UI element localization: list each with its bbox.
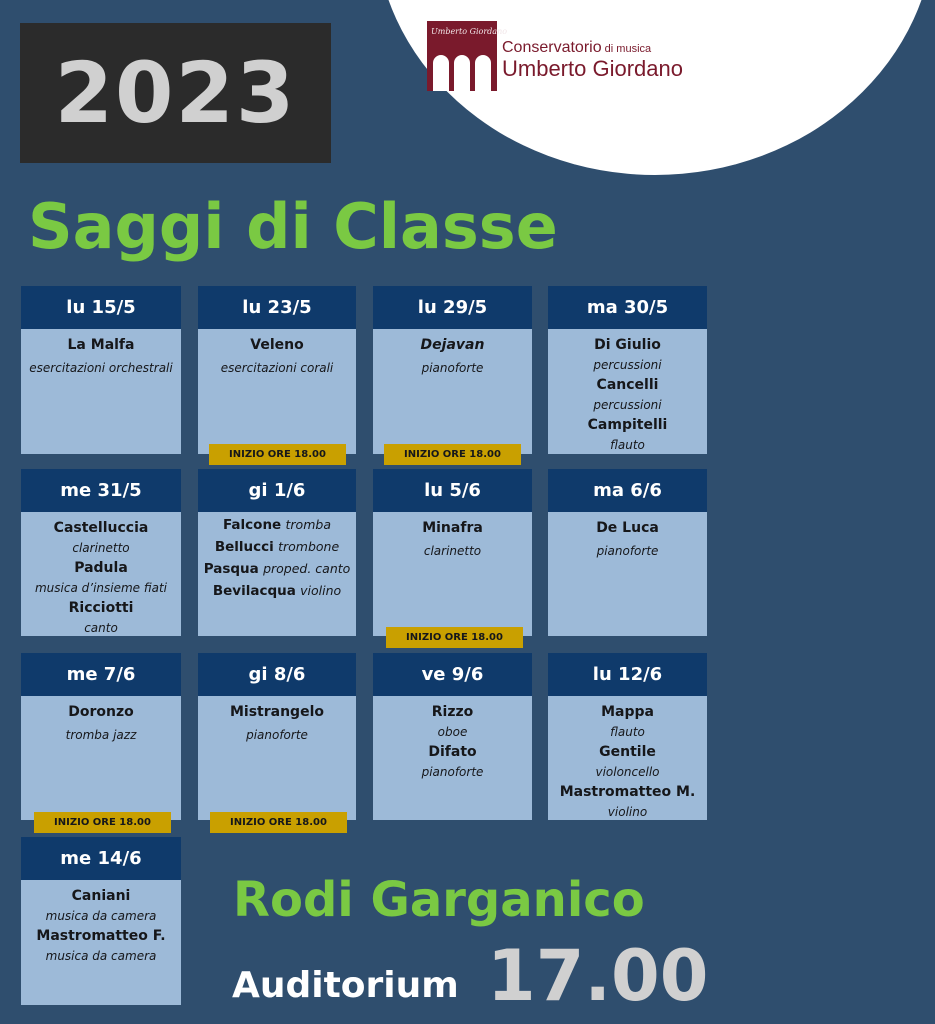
schedule-card	[548, 286, 707, 454]
card-date: lu 29/5	[373, 286, 532, 329]
performer-instrument: pianoforte	[421, 765, 484, 779]
card-date: gi 1/6	[198, 469, 356, 512]
card-date: lu 12/6	[548, 653, 707, 696]
schedule-card	[21, 653, 181, 820]
performer-instrument: clarinetto	[72, 541, 130, 555]
performer-instrument: canto	[84, 621, 118, 635]
card-date: ma 30/5	[548, 286, 707, 329]
start-time-badge: INIZIO ORE 18.00	[386, 627, 523, 648]
performer-name: Campitelli	[587, 417, 668, 433]
schedule-card	[21, 837, 181, 1005]
performer-instrument: proped. canto	[263, 561, 351, 576]
card-body	[373, 696, 532, 820]
card-body	[198, 696, 356, 820]
performer-name: Castelluccia	[53, 520, 149, 536]
performer-instrument: musica d’insieme fiati	[34, 581, 168, 595]
performer-name: Di Giulio	[594, 337, 661, 353]
schedule-card	[198, 286, 356, 454]
performer-line	[198, 514, 356, 536]
year-label: 2023	[54, 44, 297, 142]
performer-name: Gentile	[599, 744, 656, 760]
schedule-card	[198, 653, 356, 820]
performer-instrument: pianoforte	[246, 728, 308, 742]
performer-name: Mistrangelo	[229, 704, 324, 720]
performer-name: De Luca	[596, 520, 659, 536]
year-banner	[20, 23, 331, 163]
performer-name: Cancelli	[596, 377, 659, 393]
logo-text-conservatorio-main: Conservatorio	[502, 39, 602, 56]
card-body	[21, 880, 181, 1005]
city-label: Rodi Garganico	[233, 872, 645, 928]
performer-name: Dejavan	[420, 337, 485, 353]
performer-line	[198, 536, 356, 558]
card-date: me 7/6	[21, 653, 181, 696]
performer-instrument: musica da camera	[45, 949, 157, 963]
performer-instrument: tromba	[285, 517, 331, 532]
performer-name: Mappa	[601, 704, 654, 720]
page-title: Saggi di Classe	[28, 190, 558, 263]
schedule-card	[548, 469, 707, 636]
card-date: lu 5/6	[373, 469, 532, 512]
time-label: 17.00	[487, 935, 709, 1017]
performer-instrument: percussioni	[593, 358, 662, 372]
start-time-badge: INIZIO ORE 18.00	[209, 444, 346, 465]
card-body	[21, 329, 181, 454]
performer-instrument: pianoforte	[596, 544, 659, 558]
schedule-card	[21, 286, 181, 454]
performer-line	[198, 580, 356, 602]
card-date: gi 8/6	[198, 653, 356, 696]
performer-instrument: oboe	[437, 725, 468, 739]
performer-name: Pasqua	[203, 561, 259, 577]
performer-instrument: tromba jazz	[65, 728, 137, 742]
performer-name: Falcone	[223, 517, 282, 533]
performer-name: Minafra	[422, 520, 483, 536]
card-body	[198, 329, 356, 454]
card-body	[373, 512, 532, 636]
card-body	[21, 696, 181, 820]
performer-name: Mastromatteo M.	[559, 784, 696, 800]
performer-name: Bevilacqua	[212, 583, 296, 599]
card-body	[198, 512, 356, 636]
card-date: lu 23/5	[198, 286, 356, 329]
start-time-badge: INIZIO ORE 18.00	[34, 812, 171, 833]
performer-instrument: percussioni	[593, 398, 662, 412]
performer-instrument: pianoforte	[421, 361, 484, 375]
performer-instrument: flauto	[610, 725, 645, 739]
performer-instrument: trombone	[278, 539, 340, 554]
performer-name: La Malfa	[67, 337, 135, 353]
performer-name: Ricciotti	[68, 600, 134, 616]
arch-icon	[475, 55, 491, 91]
card-date: me 14/6	[21, 837, 181, 880]
arch-icon	[454, 55, 470, 91]
card-body	[548, 329, 707, 454]
card-body	[548, 696, 707, 820]
performer-name: Difato	[428, 744, 477, 760]
schedule-card	[548, 653, 707, 820]
card-body	[21, 512, 181, 636]
card-date: ve 9/6	[373, 653, 532, 696]
card-date: lu 15/5	[21, 286, 181, 329]
logo-text-conservatorio	[502, 39, 651, 57]
start-time-badge: INIZIO ORE 18.00	[210, 812, 347, 833]
performer-name: Bellucci	[214, 539, 274, 555]
performer-name: Mastromatteo F.	[36, 928, 166, 944]
schedule-card	[373, 286, 532, 454]
performer-name: Rizzo	[431, 704, 474, 720]
schedule-card	[373, 469, 532, 636]
start-time-badge: INIZIO ORE 18.00	[384, 444, 521, 465]
arch-icon	[433, 55, 449, 91]
performer-line	[198, 558, 356, 580]
performer-name: Padula	[74, 560, 128, 576]
schedule-card	[373, 653, 532, 820]
schedule-card	[21, 469, 181, 636]
performer-instrument: esercitazioni orchestrali	[29, 361, 173, 375]
performer-instrument: violino	[300, 583, 342, 598]
performer-instrument: flauto	[610, 438, 645, 452]
performer-instrument: musica da camera	[45, 909, 157, 923]
performer-name: Veleno	[250, 337, 304, 353]
performer-instrument: violino	[607, 805, 648, 819]
schedule-card	[198, 469, 356, 636]
logo-text-di-musica: di musica	[601, 43, 652, 55]
card-body	[373, 329, 532, 454]
performer-instrument: esercitazioni corali	[220, 361, 334, 375]
performer-instrument: violoncello	[595, 765, 660, 779]
performer-name: Caniani	[71, 888, 131, 904]
logo-signature: Umberto Giordano	[431, 27, 508, 36]
performer-name: Doronzo	[68, 704, 134, 720]
card-date: ma 6/6	[548, 469, 707, 512]
performer-instrument: clarinetto	[423, 544, 482, 558]
card-date: me 31/5	[21, 469, 181, 512]
conservatorio-logo-emblem	[427, 21, 508, 91]
venue-label: Auditorium	[232, 965, 459, 1006]
card-body	[548, 512, 707, 636]
logo-text-name: Umberto Giordano	[502, 56, 683, 81]
